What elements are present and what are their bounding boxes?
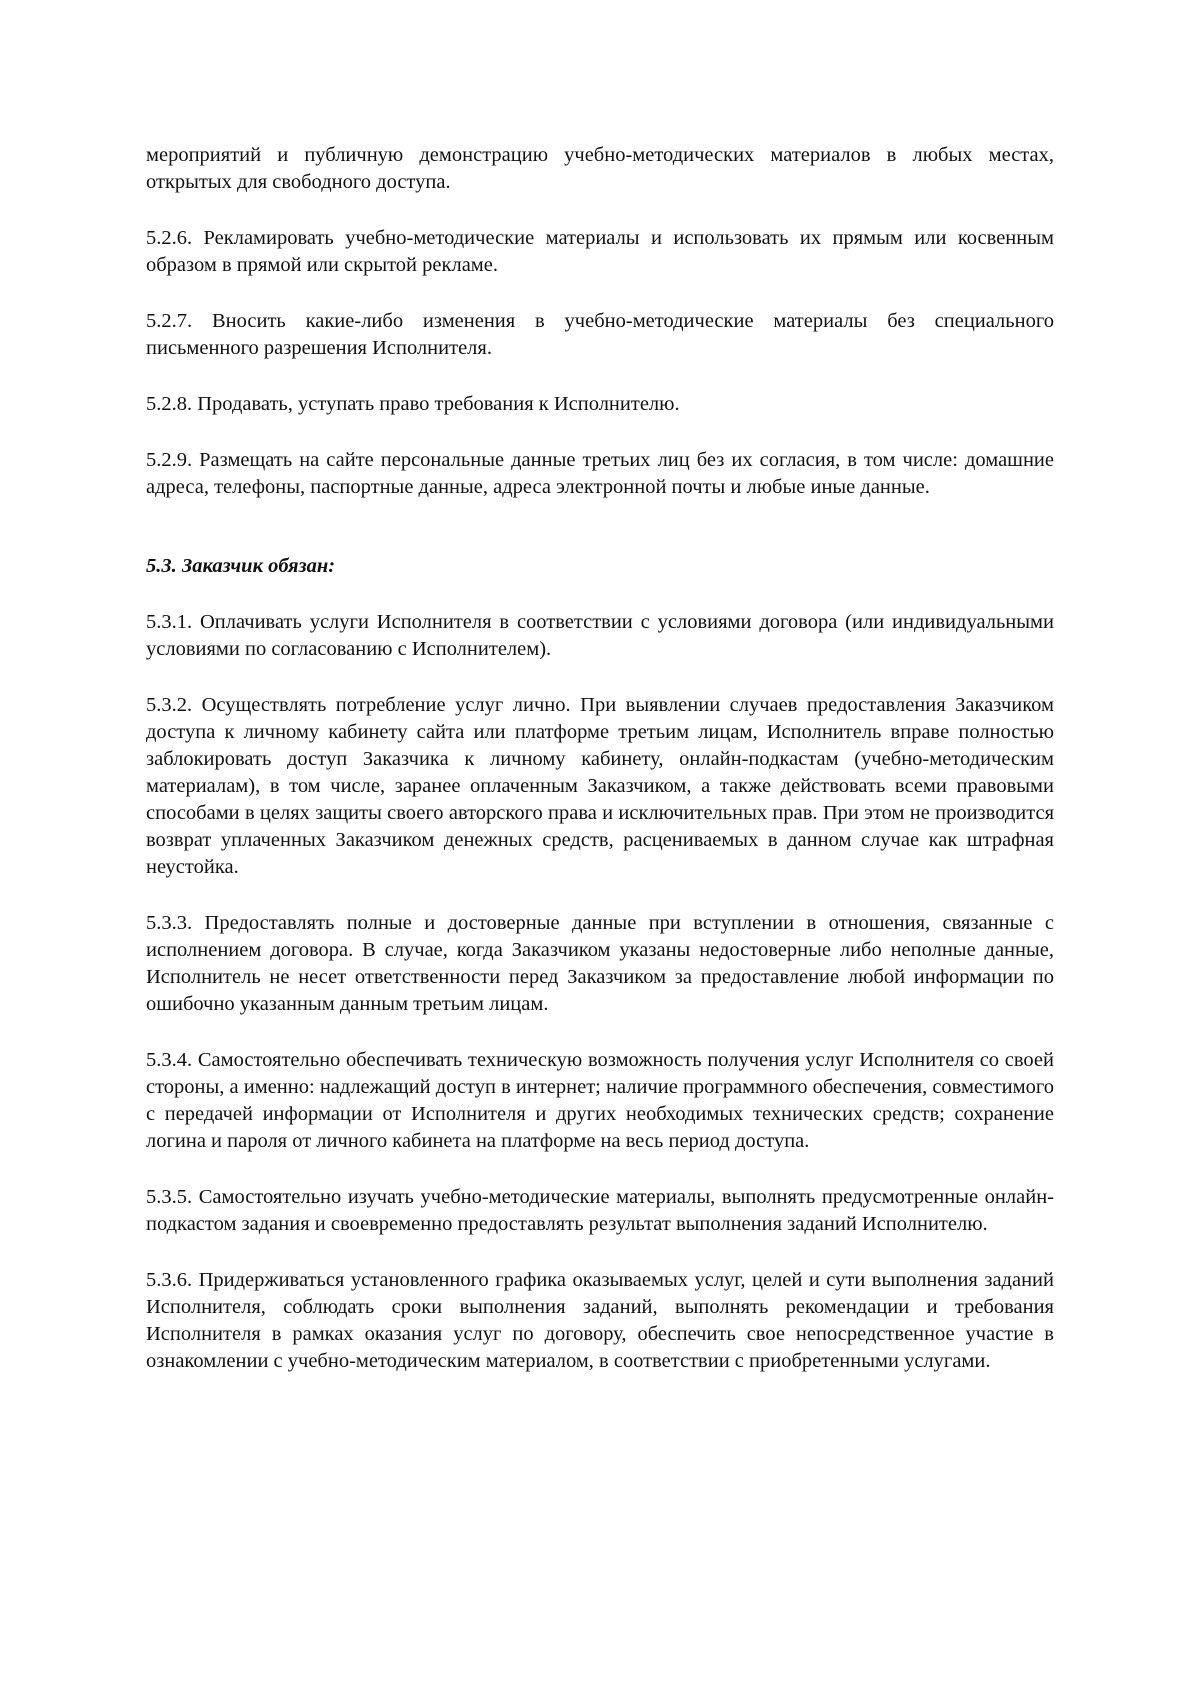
clause-5-2-9: 5.2.9. Размещать на сайте персональные данные третьих лиц без их согласия, в том числе: домашние адреса, телефоны, паспортные данные, адреса электронной почты и любые иные данные.: [146, 449, 1054, 498]
paragraph-continuation: мероприятий и публичную демонстрацию учебно-методических материалов в любых местах, открытых для свободного доступа.: [146, 144, 1054, 193]
clause-5-2-6: 5.2.6. Рекламировать учебно-методические материалы и использовать их прямым или косвенным образом в прямой или скрытой рекламе.: [146, 227, 1054, 276]
clause-5-3-1: 5.3.1. Оплачивать услуги Исполнителя в соответствии с условиями договора (или индивидуальными условиями по согласованию с Исполнителем).: [146, 611, 1054, 660]
clause-5-3-4: 5.3.4. Самостоятельно обеспечивать техническую возможность получения услуг Исполнителя со своей стороны, а именно: надлежащий доступ в интернет; наличие программного обеспечения, совместимого с передачей информации от Исполнителя и других необходимых технических средств; сохранение логина и пароля от личного кабинета на платформе на весь период доступа.: [146, 1049, 1054, 1152]
clause-5-3-2: 5.3.2. Осуществлять потребление услуг лично. При выявлении случаев предоставления Заказчиком доступа к личному кабинету сайта или платформе третьим лицам, Исполнитель вправе полностью заблокировать доступ Заказчика к личному кабинету, онлайн-подкастам (учебно-методическим материалам), в том числе, заранее оплаченным Заказчиком, а также действовать всеми правовыми способами в целях защиты своего авторского права и исключительных прав. При этом не производится возврат уплаченных Заказчиком денежных средств, расцениваемых в данном случае как штрафная неустойка.: [146, 694, 1054, 878]
clause-5-3-5: 5.3.5. Самостоятельно изучать учебно-методические материалы, выполнять предусмотренные онлайн-подкастом задания и своевременно предоставлять результат выполнения заданий Исполнителю.: [146, 1186, 1054, 1235]
clause-5-2-7: 5.2.7. Вносить какие-либо изменения в учебно-методические материалы без специального письменного разрешения Исполнителя.: [146, 310, 1054, 359]
clause-5-3-3: 5.3.3. Предоставлять полные и достоверные данные при вступлении в отношения, связанные с исполнением договора. В случае, когда Заказчиком указаны недостоверные либо неполные данные, Исполнитель не несет ответственности перед Заказчиком за предоставление любой информации по ошибочно указанным данным третьим лицам.: [146, 912, 1054, 1015]
section-heading-5-3: 5.3. Заказчик обязан:: [146, 555, 336, 577]
clause-5-2-8: 5.2.8. Продавать, уступать право требования к Исполнителю.: [146, 393, 680, 415]
clause-5-3-6: 5.3.6. Придерживаться установленного графика оказываемых услуг, целей и сути выполнения заданий Исполнителя, соблюдать сроки выполнения заданий, выполнять рекомендации и требования Исполнителя в рамках оказания услуг по договору, обеспечить свое непосредственное участие в ознакомлении с учебно-методическим материалом, в соответствии с приобретенными услугами.: [146, 1269, 1054, 1372]
document-page: [146, 142, 1054, 1404]
